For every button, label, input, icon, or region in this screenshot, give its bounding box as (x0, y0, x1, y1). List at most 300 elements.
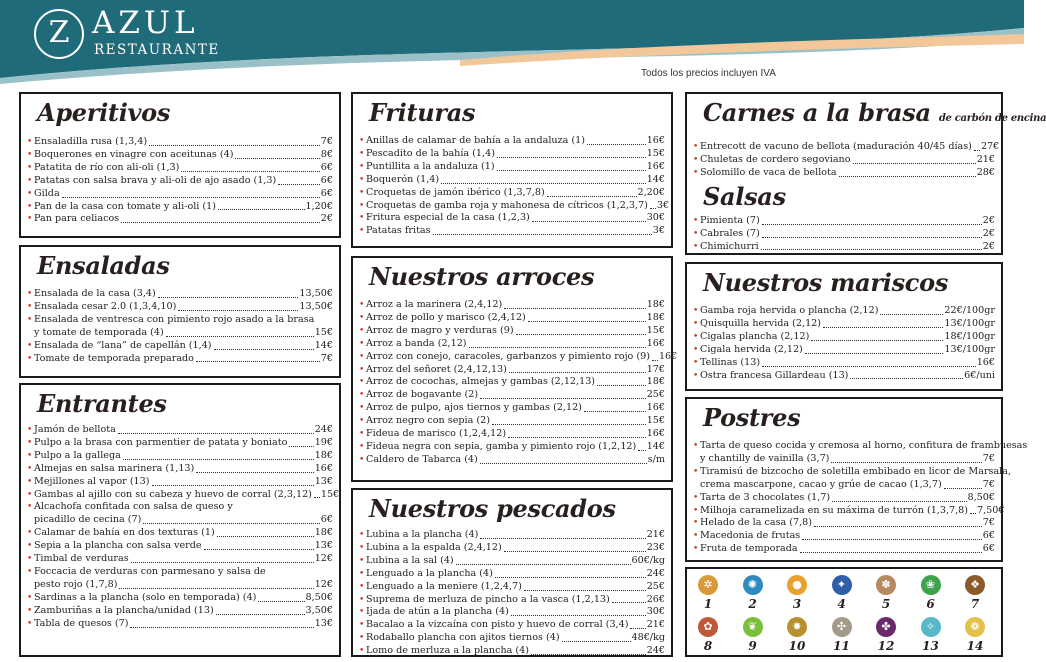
menu-item-price: 7€ (982, 517, 995, 529)
menu-item-name: Zamburiñas a la plancha/unidad (13) (34, 604, 214, 616)
allergen-number: 5 (881, 597, 891, 611)
menu-item-price: 14€ (646, 173, 665, 185)
menu-item (693, 318, 995, 331)
menu-item-name: Ensalada de “lana” de capellán (1,4) (34, 339, 212, 351)
menu-item-price: 28€ (976, 166, 995, 178)
bullet-icon: • (359, 441, 365, 452)
allergen-number: 13 (922, 639, 939, 653)
bullet-icon: • (27, 175, 33, 186)
menu-item-price: 13€ (314, 475, 333, 487)
menu-item-price: 1,20€ (305, 200, 333, 212)
bullet-icon: • (359, 594, 365, 605)
menu-item-price: 6€/uni (964, 369, 995, 381)
menu-item-price: 16€ (646, 135, 665, 146)
dot-leader (839, 176, 976, 177)
menu-item-name: Lubina a la sal (4) (366, 554, 454, 566)
soy-icon: ❀ (921, 575, 941, 595)
menu-item-name: Lubina a la plancha (4) (366, 529, 479, 540)
bullet-icon: • (359, 312, 365, 323)
dot-leader (762, 366, 976, 367)
menu-item-price: 6€ (320, 514, 333, 526)
menu-item-continuation (27, 327, 333, 340)
dot-leader (880, 314, 943, 315)
bullet-icon: • (359, 148, 365, 159)
bullet-icon: • (27, 201, 33, 212)
menu-item-price: 3€ (656, 199, 670, 211)
dot-leader (497, 157, 646, 158)
sesame-icon: ✣ (832, 617, 852, 637)
menu-item (359, 187, 665, 200)
section-carnes-salsas (685, 92, 1046, 255)
menu-item (359, 594, 665, 607)
menu-item-price: 30€ (646, 606, 665, 618)
bullet-icon: • (693, 505, 699, 516)
menu-item-price: 16€ (314, 462, 333, 474)
section-mariscos (685, 262, 1003, 391)
menu-item (359, 542, 665, 555)
bullet-icon: • (27, 502, 33, 513)
menu-item (693, 440, 1028, 453)
menu-item (359, 581, 665, 594)
menu-item (27, 553, 333, 566)
menu-item-price: 18€/100gr (944, 330, 995, 342)
bullet-icon: • (27, 618, 33, 629)
menu-item (27, 149, 333, 162)
menu-item-price: 2€ (320, 213, 333, 225)
menu-item (693, 215, 995, 228)
allergen-item (964, 575, 986, 611)
bullet-icon: • (27, 314, 33, 325)
bullet-icon: • (27, 437, 33, 448)
menu-item-name: Ijada de atún a la plancha (4) (366, 606, 509, 618)
menu-item-name: Sardinas a la plancha (solo en temporada) (4) (34, 591, 257, 603)
bullet-icon: • (359, 174, 365, 185)
dot-leader (217, 536, 314, 537)
menu-item-price: 19€ (314, 436, 333, 448)
menu-item (27, 288, 333, 301)
celery-icon: ❦ (743, 617, 763, 637)
menu-item-name: Lomo de merluza a la plancha (4) (366, 645, 529, 657)
dot-leader (497, 170, 646, 171)
allergen-item (742, 575, 764, 611)
menu-item (693, 492, 995, 505)
bullet-icon: • (359, 454, 365, 465)
menu-item (693, 465, 1012, 479)
dot-leader (62, 197, 320, 198)
iva-note: Todos los precios incluyen IVA (641, 68, 776, 79)
section-carnes (693, 98, 1046, 180)
dot-leader (800, 552, 982, 553)
dot-leader (832, 501, 966, 502)
menu-item (693, 305, 995, 318)
milk-icon: ❖ (965, 575, 985, 595)
menu-item-name: Gilda (34, 187, 60, 199)
dot-leader (831, 462, 981, 463)
menu-item-name: Arroz negro con sepia (2) (366, 415, 490, 427)
section-pescados (351, 488, 673, 657)
menu-item-list (27, 288, 333, 365)
dot-leader (509, 372, 646, 373)
section-frituras (351, 92, 673, 248)
allergen-legend (685, 567, 1003, 657)
section-ensaladas (19, 245, 341, 378)
bullet-icon: • (27, 489, 33, 500)
allergen-number: 1 (703, 597, 713, 611)
menu-item-name: Cigalas plancha (2,12) (700, 330, 810, 342)
brand-name: AZUL (92, 5, 199, 41)
section-title: Salsas (703, 181, 786, 211)
dot-leader (652, 360, 658, 361)
bullet-icon: • (359, 390, 365, 401)
bullet-icon: • (27, 162, 33, 173)
menu-item-price: 14€ (314, 339, 333, 351)
menu-item (27, 540, 333, 553)
dot-leader (121, 222, 320, 223)
menu-item-name: Almejas en salsa marinera (1,13) (34, 462, 195, 474)
allergen-number: 14 (966, 639, 984, 653)
menu-item-name: Arroz de magro y verduras (9) (366, 324, 514, 336)
bullet-icon: • (27, 554, 33, 565)
bullet-icon: • (693, 518, 699, 529)
menu-item (693, 141, 1000, 154)
menu-item-price: 22€/100gr (944, 305, 995, 316)
menu-item-price: 13€ (314, 617, 333, 629)
menu-item-price: 15€ (646, 324, 665, 336)
section-entrantes (19, 383, 341, 657)
menu-item-name: Lenguado a la plancha (4) (366, 567, 493, 579)
menu-item-price: 13,50€ (299, 288, 333, 299)
section-title: Postres (703, 403, 801, 432)
allergen-item (964, 617, 986, 653)
dot-leader (196, 361, 320, 362)
menu-item-price: 18€ (314, 449, 333, 461)
section-postres (685, 397, 1028, 562)
allergen-item (920, 575, 942, 611)
bullet-icon: • (693, 306, 699, 316)
menu-item-price: 6€ (320, 187, 333, 199)
bullet-icon: • (693, 344, 699, 355)
brand-subtitle: RESTAURANTE (94, 42, 220, 58)
dot-leader (480, 538, 645, 539)
dot-leader (584, 411, 646, 412)
menu-item-name: Bacalao a la vizcaína con pisto y huevo de corral (3,4) (366, 619, 629, 631)
bullet-icon: • (359, 646, 365, 657)
menu-item-name: Fruta de temporada (700, 543, 798, 555)
menu-item-name: Tabla de quesos (7) (34, 617, 129, 629)
menu-item-name: Fritura especial de la casa (1,2,3) (366, 212, 530, 224)
bullet-icon: • (27, 592, 33, 603)
bullet-icon: • (693, 370, 699, 381)
dot-leader (118, 433, 314, 434)
menu-item (359, 212, 665, 225)
dot-leader (149, 145, 320, 146)
menu-item-name: Ensalada de la casa (3,4) (34, 288, 156, 299)
dot-leader (166, 336, 314, 337)
menu-item-price: 2€ (982, 240, 995, 252)
menu-item-name: Patatita de río con ali-oli (1,3) (34, 161, 180, 173)
menu-item-price: 15€ (314, 326, 333, 338)
menu-item (359, 632, 665, 645)
menu-item-price: 26€ (646, 593, 665, 605)
menu-item-price: 3,50€ (305, 604, 333, 616)
menu-item (27, 301, 333, 314)
menu-item (359, 441, 665, 454)
menu-item-price: 18€ (314, 527, 333, 539)
bullet-icon: • (359, 429, 365, 440)
dot-leader (456, 564, 631, 565)
dot-leader (802, 539, 982, 540)
dot-leader (480, 463, 647, 464)
menu-item (693, 504, 1005, 518)
menu-item (27, 488, 340, 502)
bullet-icon: • (359, 581, 365, 592)
dot-leader (823, 327, 943, 328)
menu-item (27, 424, 333, 437)
bullet-icon: • (27, 450, 33, 461)
menu-item-continuation (693, 479, 995, 492)
menu-item (27, 527, 333, 540)
menu-item-price: 18€ (646, 376, 665, 388)
menu-item-price: 17€ (646, 363, 665, 375)
menu-item-price: 16€ (646, 160, 665, 172)
menu-item-name: Tiramisú de bizcocho de soletilla embibado en licor de Marsala, (700, 465, 1012, 477)
bullet-icon: • (693, 357, 699, 368)
menu-item (27, 501, 333, 514)
menu-item-name: Arroz de pulpo, ajos tiernos y gambas (2,12) (366, 402, 582, 414)
dot-leader (469, 347, 646, 348)
bullet-icon: • (359, 607, 365, 618)
allergen-item (786, 617, 808, 653)
menu-item (27, 605, 333, 618)
menu-item (693, 228, 995, 241)
menu-item (693, 517, 995, 530)
menu-item-price: 15€ (646, 415, 665, 427)
section-title: Nuestros mariscos (703, 268, 949, 297)
menu-item-continuation (27, 579, 333, 592)
dot-leader (811, 340, 943, 341)
dot-leader (492, 424, 646, 425)
bullet-icon: • (693, 331, 699, 342)
dot-leader (504, 551, 646, 552)
bullet-icon: • (693, 492, 699, 503)
section-title: Nuestros arroces (369, 262, 595, 291)
menu-item-name: Patatas con salsa brava y ali-oli de ajo asado (1,3) (34, 174, 277, 186)
bullet-icon: • (359, 633, 365, 644)
dot-leader (196, 472, 313, 473)
menu-item-name: Foccacia de verduras con parmesano y salsa de (34, 565, 266, 577)
menu-item-price: 6€ (982, 543, 995, 555)
menu-item-price: 7€ (320, 352, 333, 364)
dot-leader (119, 588, 313, 589)
menu-item-price: 14€ (646, 440, 665, 452)
allergen-number: 10 (788, 639, 806, 653)
bullet-icon: • (27, 566, 33, 577)
dot-leader (638, 450, 645, 451)
menu-item-continuation (693, 453, 995, 466)
menu-item (359, 402, 665, 415)
menu-item-name: Tarta de 3 chocolates (1,7) (700, 491, 831, 503)
menu-item (359, 606, 665, 619)
menu-item (27, 162, 333, 175)
dot-leader (143, 523, 319, 524)
menu-item-name: Gamba roja hervida o plancha (2,12) (700, 305, 879, 316)
dot-leader (433, 234, 652, 235)
allergen-item (742, 617, 764, 653)
menu-item-price: 21€ (646, 619, 665, 631)
allergen-number: 2 (748, 597, 757, 611)
menu-item-name-line2: crema mascarpone, cacao y grúe de cacao (1,3,7) (700, 478, 942, 490)
menu-item-name: Gambas al ajillo con su cabeza y huevo de corral (2,3,12) (34, 488, 312, 500)
menu-item-name: Mejillones al vapor (13) (34, 475, 150, 487)
menu-item-list (359, 135, 670, 238)
dot-leader (761, 249, 982, 250)
menu-item (359, 568, 665, 581)
bullet-icon: • (693, 318, 699, 329)
bullet-icon: • (27, 214, 33, 225)
allergen-item (920, 617, 942, 653)
menu-item-price: 8,50€ (305, 591, 333, 603)
dot-leader (508, 437, 646, 438)
menu-item (359, 454, 665, 467)
menu-item-name: Rodaballo plancha con ajitos tiernos (4) (366, 632, 560, 644)
menu-item-name: Boquerones en vinagre con aceitunas (4) (34, 148, 234, 160)
dot-leader (853, 163, 976, 164)
dot-leader (214, 349, 314, 350)
nut-icon: ✿ (698, 617, 718, 637)
dot-leader (258, 601, 304, 602)
allergen-number: 12 (877, 639, 895, 653)
menu-item-price: 24€ (646, 567, 665, 579)
menu-item (693, 167, 995, 180)
bullet-icon: • (27, 463, 33, 474)
menu-item (27, 437, 333, 450)
menu-item-name: Arroz con conejo, caracoles, garbanzos y pimiento rojo (9) (366, 350, 650, 362)
menu-item (27, 188, 333, 201)
section-aperitivos (19, 92, 341, 238)
allergen-number: 3 (792, 597, 802, 611)
menu-item-name: Fideua negra con sepia, gamba y pimiento rojo (1,2,12) (366, 440, 637, 452)
menu-item (27, 213, 333, 226)
menu-item (693, 241, 995, 254)
menu-item-price: 16€ (646, 337, 665, 349)
section-title: Aperitivos (37, 98, 171, 127)
bullet-icon: • (359, 136, 365, 146)
menu-item-name: Puntillita a la andaluza (1) (366, 160, 495, 172)
peanut-icon: ✽ (876, 575, 896, 595)
section-title: Frituras (369, 98, 476, 127)
menu-item-price: 21€ (646, 529, 665, 540)
bullet-icon: • (693, 544, 699, 555)
menu-item-name: Macedonia de frutas (700, 530, 801, 542)
menu-item-name: Solomillo de vaca de bellota (700, 166, 837, 178)
dot-leader (314, 497, 320, 498)
bullet-icon: • (359, 338, 365, 349)
menu-item-price: 16€ (976, 356, 995, 368)
menu-item (693, 543, 995, 556)
menu-item-list (359, 529, 665, 658)
bullet-icon: • (359, 351, 365, 362)
allergen-number: 7 (970, 597, 980, 611)
menu-item-price: 25€ (646, 389, 665, 401)
bullet-icon: • (693, 466, 699, 477)
dot-leader (516, 334, 646, 335)
menu-item (27, 450, 333, 463)
menu-item-name: Tellinas (13) (700, 356, 761, 368)
bullet-icon: • (693, 241, 699, 252)
menu-item-price: 6€ (320, 161, 333, 173)
menu-item-name: Entrecott de vacuno de bellota (maduración 40/45 días) (700, 141, 972, 152)
bullet-icon: • (27, 476, 33, 487)
section-title: Nuestros pescados (369, 494, 616, 523)
bullet-icon: • (693, 441, 699, 451)
logo-icon: Z (34, 9, 84, 59)
menu-item-name: Arroz del señoret (2,4,12,13) (366, 363, 507, 375)
menu-item-name: Arroz de cocochas, almejas y gambas (2,12,13) (366, 376, 596, 388)
allergen-item (831, 617, 853, 653)
dot-leader (204, 549, 314, 550)
menu-item-price: 60€/kg (631, 554, 665, 566)
menu-item-name: Quisquilla hervida (2,12) (700, 317, 822, 329)
menu-item-name: Suprema de merluza de pincho a la vasca (1,2,13) (366, 593, 610, 605)
menu-item-price: 2€ (982, 227, 995, 239)
menu-item (359, 199, 670, 213)
bullet-icon: • (359, 403, 365, 414)
wheat-icon: ✲ (698, 575, 718, 595)
bullet-icon: • (359, 364, 365, 375)
dot-leader (970, 513, 976, 514)
menu-item-name: Pan de la casa con tomate y ali-oli (1) (34, 200, 216, 212)
menu-item-price: 24€ (646, 645, 665, 657)
allergen-item (697, 575, 719, 611)
menu-item-name: Caldero de Tabarca (4) (366, 453, 478, 465)
bullet-icon: • (27, 289, 33, 299)
dot-leader (850, 378, 963, 379)
menu-item-price: s/m (647, 453, 665, 465)
dot-leader (152, 485, 314, 486)
allergen-number: 9 (748, 639, 757, 653)
menu-item-name-line2: y tomate de temporada (4) (34, 326, 164, 338)
dot-leader (814, 526, 982, 527)
menu-item (27, 175, 333, 188)
menu-item-price: 3€ (652, 225, 665, 237)
bullet-icon: • (359, 200, 365, 211)
menu-item-name: Arroz de bogavante (2) (366, 389, 479, 401)
section-arroces (351, 256, 678, 482)
menu-item-price: 7€ (982, 452, 995, 464)
menu-item (693, 530, 995, 543)
menu-item-name: Alcachofa confitada con salsa de queso y (34, 501, 233, 513)
dot-leader (218, 209, 305, 210)
egg-icon: ● (787, 575, 807, 595)
menu-item-name-line2: picadillo de cecina (7) (34, 514, 142, 526)
menu-item-list (693, 440, 1028, 556)
section-title: Carnes a la brasa de carbón de encina (703, 98, 1046, 127)
dot-leader (528, 321, 646, 322)
bullet-icon: • (359, 416, 365, 427)
menu-item-name: Pimienta (7) (700, 214, 760, 226)
dot-leader (235, 158, 319, 159)
menu-item-name-line2: y chantilly de vainilla (3,7) (700, 452, 830, 464)
menu-item-list (693, 305, 995, 382)
section-salsas (693, 183, 995, 254)
bullet-icon: • (693, 154, 699, 165)
menu-item-price: 12€ (314, 553, 333, 565)
menu-item-name: Arroz a la marinera (2,4,12) (366, 299, 503, 310)
menu-item (27, 476, 333, 489)
dot-leader (178, 310, 298, 311)
dot-leader (216, 614, 305, 615)
menu-item (27, 353, 333, 366)
